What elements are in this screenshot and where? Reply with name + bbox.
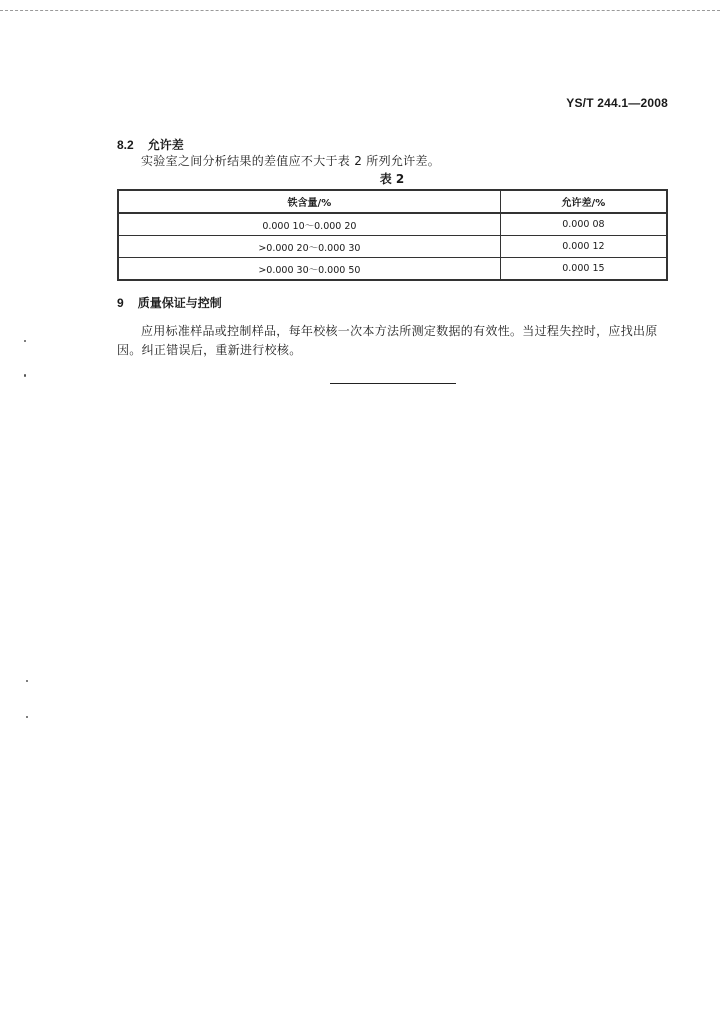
section-9-paragraph: 应用标准样品或控制样品，每年校核一次本方法所测定数据的有效性。当过程失控时，应找出原因。纠正错误后，重新进行校核。 [117, 324, 658, 357]
table-cell: >0.000 20～0.000 30 [118, 236, 500, 258]
section-number: 8.2 [117, 138, 134, 152]
scan-edge-line [0, 10, 720, 11]
table-row [118, 236, 667, 258]
table-cell: 0.000 12 [500, 236, 667, 258]
table-row [118, 258, 667, 281]
scan-speck [26, 716, 28, 718]
column-header-iron-content: 铁含量/% [118, 190, 500, 213]
table-cell: >0.000 30～0.000 50 [118, 258, 500, 281]
table-header-row [118, 190, 667, 213]
scan-speck [24, 340, 26, 342]
standard-code: YS/T 244.1—2008 [566, 96, 668, 110]
table-cell: 0.000 15 [500, 258, 667, 281]
section-8-2-heading [117, 136, 184, 153]
table-cell: 0.000 08 [500, 213, 667, 236]
section-title: 质量保证与控制 [137, 296, 222, 310]
end-of-standard-rule [330, 383, 456, 384]
tolerance-table [117, 189, 668, 281]
section-9-heading [117, 294, 222, 311]
section-number: 9 [117, 296, 124, 310]
section-title: 允许差 [147, 138, 184, 152]
table-cell: 0.000 10～0.000 20 [118, 213, 500, 236]
scan-speck [24, 374, 26, 377]
table-row [118, 213, 667, 236]
section-8-2-paragraph: 实验室之间分析结果的差值应不大于表 2 所列允许差。 [141, 154, 441, 168]
table-caption: 表 2 [379, 172, 405, 186]
column-header-tolerance: 允许差/% [500, 190, 667, 213]
scan-speck [26, 680, 28, 682]
